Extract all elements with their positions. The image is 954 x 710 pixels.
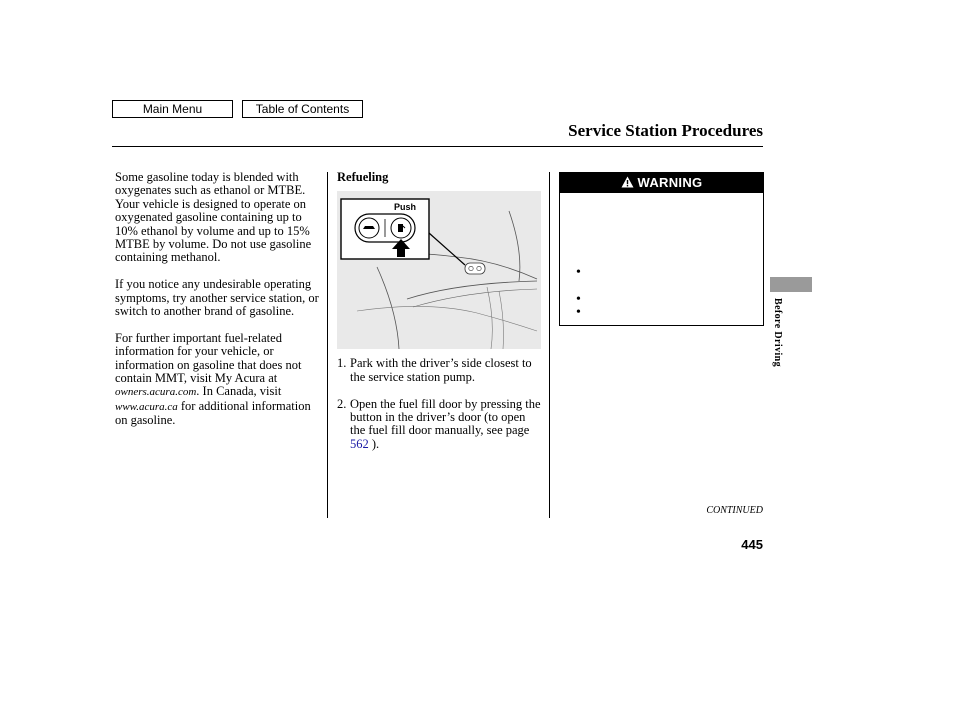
warning-box <box>559 172 764 326</box>
warning-bullet-3: • <box>576 305 581 320</box>
door-switch-shape <box>465 263 485 274</box>
column-divider-left <box>327 172 328 518</box>
warning-bullet-2: • <box>576 292 581 307</box>
page-562-link[interactable]: 562 <box>350 436 369 451</box>
page-number: 445 <box>741 537 763 552</box>
owners-acura-link[interactable]: owners.acura.com <box>115 386 197 399</box>
table-of-contents-button[interactable]: Table of Contents <box>242 100 363 118</box>
step-1: 1. Park with the driver’s side closest to the service station pump. <box>337 356 532 384</box>
warning-header <box>560 173 763 193</box>
step-2: 2. Open the fuel fill door by pressing the button in the driver’s door (to open the fuel fill door manually, see page 562 ). <box>337 396 541 451</box>
warning-label: WARNING <box>637 175 703 190</box>
header-rule <box>112 146 763 147</box>
refueling-heading: Refueling <box>337 170 389 184</box>
section-label: Before Driving <box>772 298 783 368</box>
column-divider-right <box>549 172 550 518</box>
refueling-steps <box>337 357 543 451</box>
warning-bullet-1: • <box>576 265 581 280</box>
main-menu-button[interactable]: Main Menu <box>112 100 233 118</box>
middle-column <box>337 171 543 465</box>
page-title: Service Station Procedures <box>568 121 763 140</box>
warning-triangle-icon <box>621 176 634 188</box>
push-label: Push <box>394 202 417 213</box>
paragraph-more-info: For further important fuel-related information for your vehicle, or information on gasoline that does not contain MMT, visit My Acura at owners.acura.com. In Canada, visit www.acura.ca for additional information on gasoline. <box>115 330 311 428</box>
fuel-door-illustration-svg <box>337 191 541 349</box>
paragraph-symptoms: If you notice any undesirable operating symptoms, try another service station, or switch to another brand of gasoline. <box>115 277 319 319</box>
section-tab <box>770 277 812 292</box>
continued-label: CONTINUED <box>706 505 763 516</box>
fuel-door-button-illustration <box>337 191 541 349</box>
paragraph-oxygenates: Some gasoline today is blended with oxygenates such as ethanol or MTBE. Your vehicle is designed to operate on oxygenated gasoline containing up to 10% ethanol by volume and up to 15% MTBE by volume. Do not use gasoline containing methanol. <box>115 170 312 265</box>
left-column <box>115 171 325 441</box>
acura-ca-link[interactable]: www.acura.ca <box>115 400 178 413</box>
